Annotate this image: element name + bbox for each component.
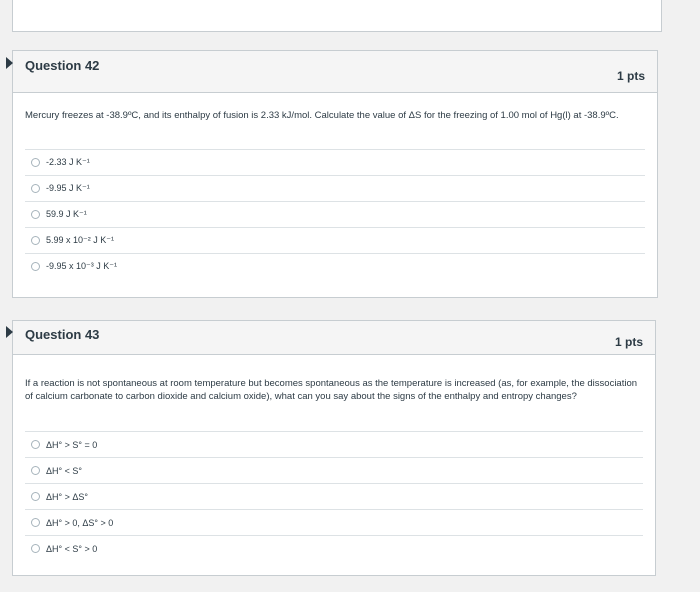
question-text: Mercury freezes at -38.9ºC, and its enthalpy of fusion is 2.33 kJ/mol. Calculate the value of ΔS for the freezing of 1.00 mol of Hg(l) at -38.9ºC.	[25, 110, 619, 121]
answer-option[interactable]	[25, 509, 643, 535]
answer-option[interactable]	[25, 175, 645, 201]
answer-label: -2.33 J K⁻¹	[46, 157, 90, 167]
answer-option[interactable]	[25, 457, 643, 483]
answer-option[interactable]	[25, 149, 645, 175]
question-header	[13, 321, 655, 355]
answer-label: ΔH° > ΔS°	[46, 491, 88, 502]
radio-button[interactable]	[31, 262, 40, 271]
question-card-42	[12, 50, 658, 298]
radio-button[interactable]	[31, 236, 40, 245]
answer-option[interactable]	[25, 201, 645, 227]
answer-option[interactable]	[25, 535, 643, 561]
radio-button[interactable]	[31, 492, 40, 501]
previous-question-card	[12, 0, 662, 32]
answer-label: ΔH° > S° = 0	[46, 439, 98, 450]
answer-option[interactable]	[25, 227, 645, 253]
answer-label: ΔH° < S° > 0	[46, 543, 98, 554]
radio-button[interactable]	[31, 544, 40, 553]
answer-option[interactable]	[25, 253, 645, 279]
radio-button[interactable]	[31, 210, 40, 219]
answer-label: ΔH° < S°	[46, 465, 82, 476]
radio-button[interactable]	[31, 184, 40, 193]
current-question-marker-icon	[6, 326, 13, 338]
answer-label: -9.95 x 10⁻³ J K⁻¹	[46, 261, 118, 271]
question-points: 1 pts	[614, 335, 643, 349]
radio-button[interactable]	[31, 440, 40, 449]
radio-button[interactable]	[31, 158, 40, 167]
question-card-43	[12, 320, 656, 576]
radio-button[interactable]	[31, 466, 40, 475]
answer-list	[25, 431, 643, 561]
answer-label: 5.99 x 10⁻² J K⁻¹	[46, 235, 115, 245]
question-title: Question 42	[25, 58, 100, 73]
answer-option[interactable]	[25, 483, 643, 509]
question-points: 1 pts	[616, 69, 645, 83]
answer-label: 59.9 J K⁻¹	[46, 209, 87, 219]
question-title: Question 43	[25, 327, 100, 342]
answer-option[interactable]	[25, 431, 643, 457]
answer-label: ΔH° > 0, ΔS° > 0	[46, 517, 114, 528]
question-header	[13, 51, 657, 93]
current-question-marker-icon	[6, 57, 13, 69]
answer-list	[25, 149, 645, 279]
question-text: If a reaction is not spontaneous at room temperature but becomes spontaneous as the temperature is increased (as, for example, the dissociation of calcium carbonate to carbon dioxide and calcium oxide), what can you say about the signs of the enthalpy and entropy changes?	[25, 378, 638, 402]
radio-button[interactable]	[31, 518, 40, 527]
answer-label: -9.95 J K⁻¹	[46, 183, 90, 193]
